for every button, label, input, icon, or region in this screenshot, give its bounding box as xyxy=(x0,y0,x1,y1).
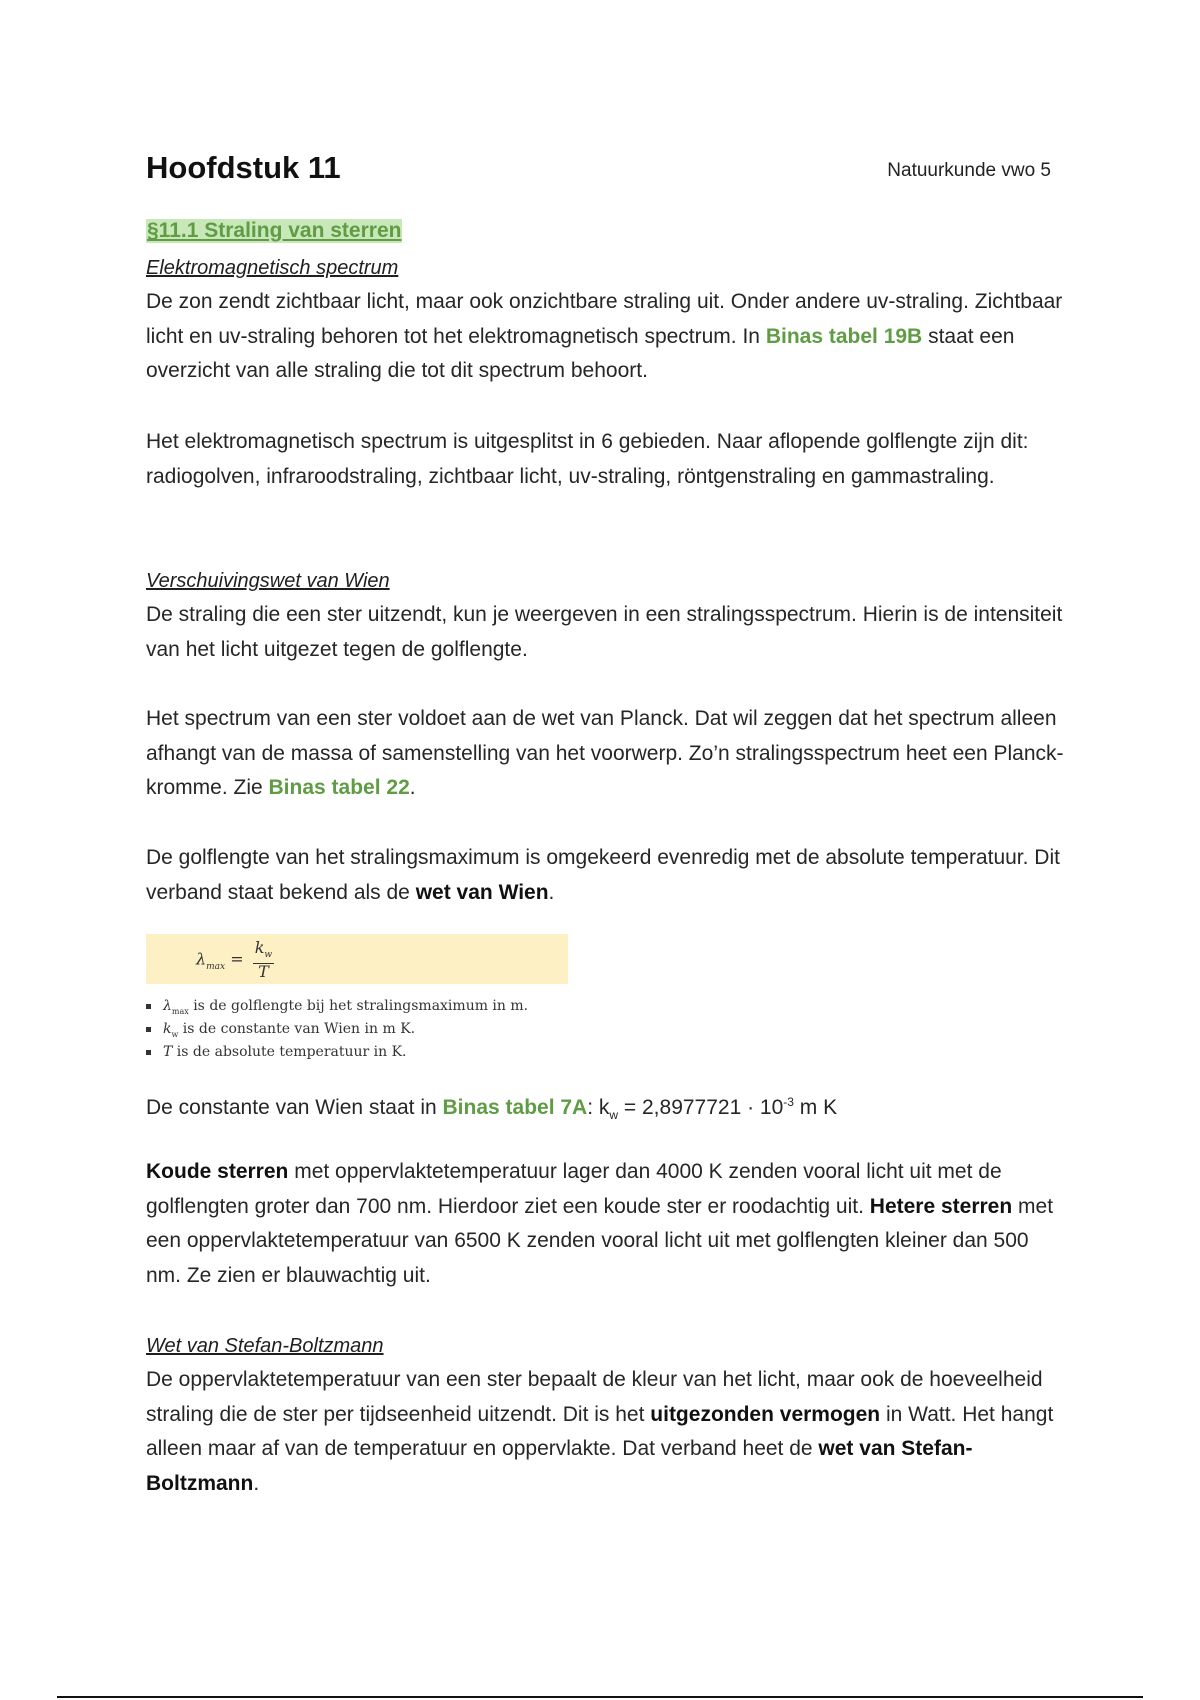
subheading-spectrum: Elektromagnetisch spectrum xyxy=(146,257,399,279)
paragraph-spectrum-intro: De zon zendt zichtbaar licht, maar ook onzichtbare straling uit. Onder andere uv-straling. Zichtbaar licht en uv-straling behoren tot het elektromagnetisch spectrum. In Binas tabel 19B staat een overzicht van alle straling die tot dit spectrum behoort. xyxy=(146,290,1063,382)
binas-19b-reference: Binas tabel 19B xyxy=(765,324,923,348)
wien-formula: $\lambda_{max}$ = $\frac{k_w}{T}$ xyxy=(196,938,273,982)
binas-7a-reference: Binas tabel 7A xyxy=(442,1096,588,1119)
formula-legend xyxy=(146,995,528,1064)
legend-item: $\lambda_{max}$ is de golflengte bij het stralingsmaximum in m. xyxy=(146,995,528,1018)
paragraph-spectrum-regions: Het elektromagnetisch spectrum is uitgesplitst in 6 gebieden. Naar aflopende golflengte zijn dit: radiogolven, infraroodstraling, zichtbaar licht, uv-straling, röntgenstraling en gammastraling. xyxy=(146,430,1029,488)
paragraph-stefan-boltzmann: De oppervlaktetemperatuur van een ster bepaalt de kleur van het licht, maar ook de hoeveelheid straling die de ster per tijdseenheid uitzendt. Dit is het uitgezonden vermogen in Watt. Het hangt alleen maar af van de temperatuur en oppervlakte. Dat verband heet de wet van Stefan-Boltzmann. xyxy=(146,1368,1054,1495)
section-title: §11.1 Straling van sterren xyxy=(147,219,402,242)
page-header xyxy=(146,150,1051,190)
legend-item: $k_w$ is de constante van Wien in m K. xyxy=(146,1018,528,1041)
bottom-divider xyxy=(57,1696,1143,1698)
legend-item: T is de absolute temperatuur in K. xyxy=(146,1041,528,1064)
binas-22-reference: Binas tabel 22 xyxy=(268,776,410,799)
paragraph-wien-intro: De straling die een ster uitzendt, kun je weergeven in een stralingsspectrum. Hierin is de intensiteit van het licht uitgezet tegen de golflengte. xyxy=(146,603,1063,661)
paragraph-planck: Het spectrum van een ster voldoet aan de wet van Planck. Dat wil zeggen dat het spectrum alleen afhangt van de massa of samenstelling van het voorwerp. Zo’n stralingsspectrum heet een Planck-kromme. Zie Binas tabel 22. xyxy=(146,707,1064,799)
subheading-wien: Verschuivingswet van Wien xyxy=(146,570,390,592)
subheading-stefan-boltzmann: Wet van Stefan-Boltzmann xyxy=(146,1335,384,1357)
paragraph-wien-constant: De constante van Wien staat in Binas tabel 7A: $k_w = 2,8977721 \cdot 10^{-3}$ m K xyxy=(146,1095,838,1123)
course-label: Natuurkunde vwo 5 xyxy=(887,160,1051,181)
paragraph-wien-law: De golflengte van het stralingsmaximum is omgekeerd evenredig met de absolute temperatuur. Dit verband staat bekend als de wet van Wien. xyxy=(146,846,1060,904)
chapter-title: Hoofdstuk 11 xyxy=(146,150,341,185)
wien-formula-box xyxy=(146,934,568,984)
paragraph-star-colors: Koude sterren met oppervlaktetemperatuur lager dan 4000 K zenden vooral licht uit met de golflengten groter dan 700 nm. Hierdoor ziet een koude ster er roodachtig uit. Hetere sterren met een oppervlaktetemperatuur van 6500 K zenden vooral licht uit met golflengten kleiner dan 500 nm. Ze zien er blauwachtig uit. xyxy=(146,1160,1054,1287)
